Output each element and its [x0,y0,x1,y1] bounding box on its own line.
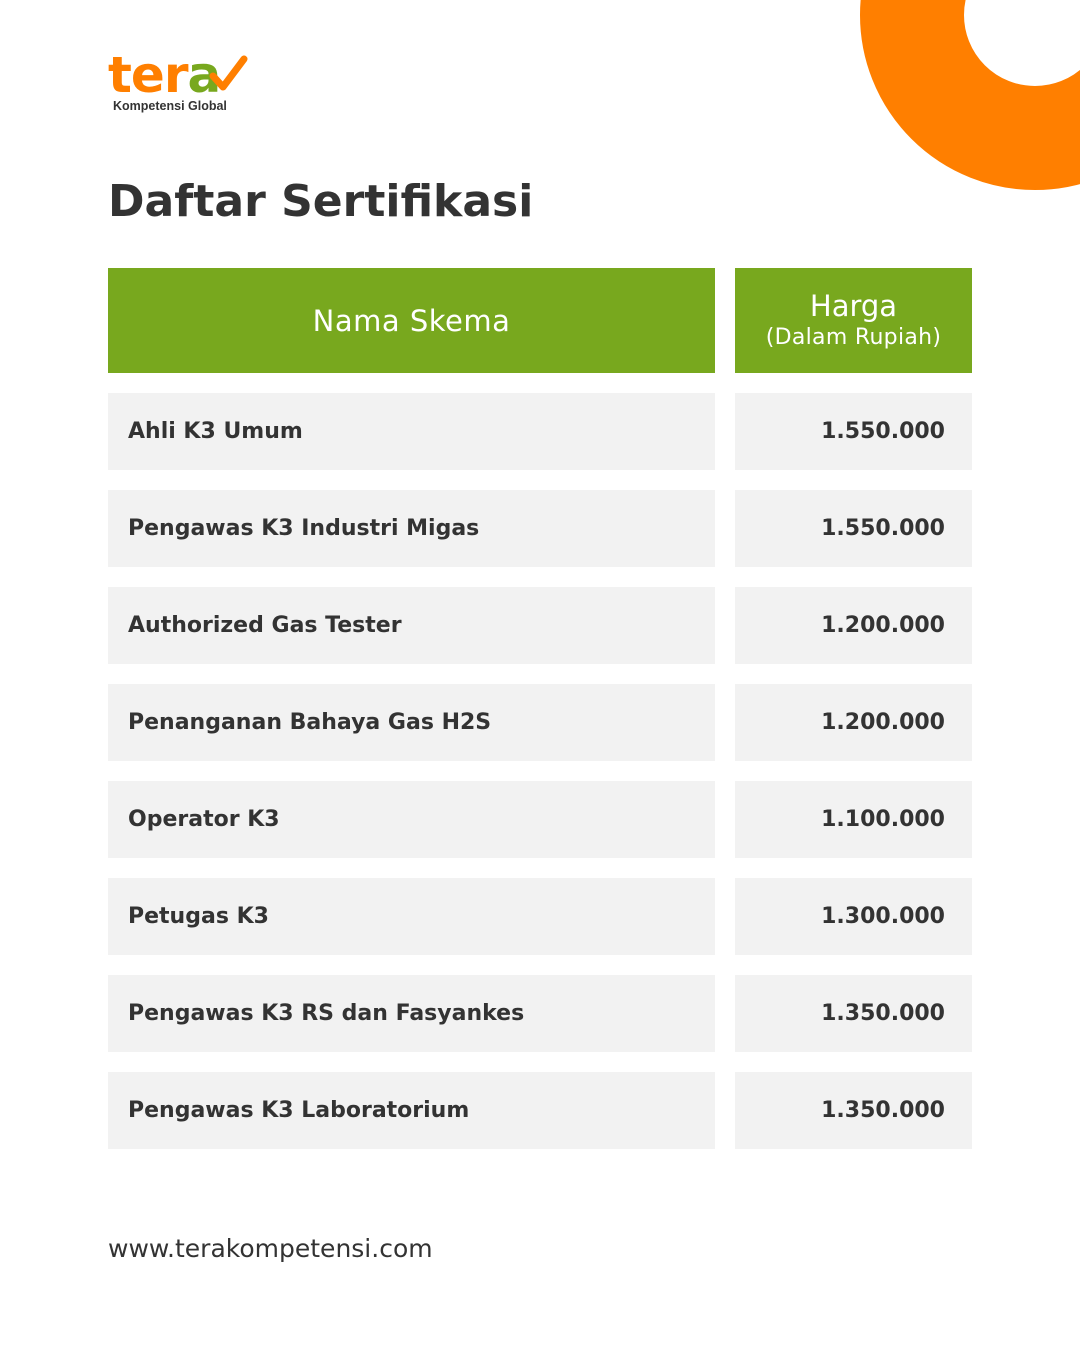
header-name-cell [108,268,715,373]
table-row [108,684,972,761]
checkmark-icon [204,54,248,98]
logo-tagline: Kompetensi Global [113,99,227,113]
scheme-name: Pengawas K3 Industri Migas [108,490,715,567]
logo-wordmark: tera [108,46,221,104]
scheme-price: 1.200.000 [735,684,972,761]
table-row [108,878,972,955]
scheme-name: Authorized Gas Tester [108,587,715,664]
table-row [108,975,972,1052]
header-price-cell [735,268,972,373]
table-row [108,781,972,858]
header-price-note: (Dalam Rupiah) [765,324,942,350]
website-url: www.terakompetensi.com [108,1234,433,1263]
table-row [108,490,972,567]
scheme-price: 1.550.000 [735,490,972,567]
scheme-price: 1.100.000 [735,781,972,858]
page-title: Daftar Sertifikasi [108,176,534,227]
decorative-arc [860,0,1080,190]
scheme-name: Ahli K3 Umum [108,393,715,470]
header-price-label: Harga [809,288,898,323]
brand-logo [108,46,248,120]
scheme-price: 1.200.000 [735,587,972,664]
scheme-price: 1.350.000 [735,1072,972,1149]
scheme-price: 1.300.000 [735,878,972,955]
scheme-name: Operator K3 [108,781,715,858]
scheme-price: 1.350.000 [735,975,972,1052]
table-row [108,393,972,470]
header-name-label: Nama Skema [312,303,511,338]
scheme-name: Pengawas K3 Laboratorium [108,1072,715,1149]
certification-table [108,268,972,1149]
table-row [108,587,972,664]
scheme-name: Pengawas K3 RS dan Fasyankes [108,975,715,1052]
table-header-row [108,268,972,373]
scheme-name: Petugas K3 [108,878,715,955]
scheme-price: 1.550.000 [735,393,972,470]
scheme-name: Penanganan Bahaya Gas H2S [108,684,715,761]
table-row [108,1072,972,1149]
